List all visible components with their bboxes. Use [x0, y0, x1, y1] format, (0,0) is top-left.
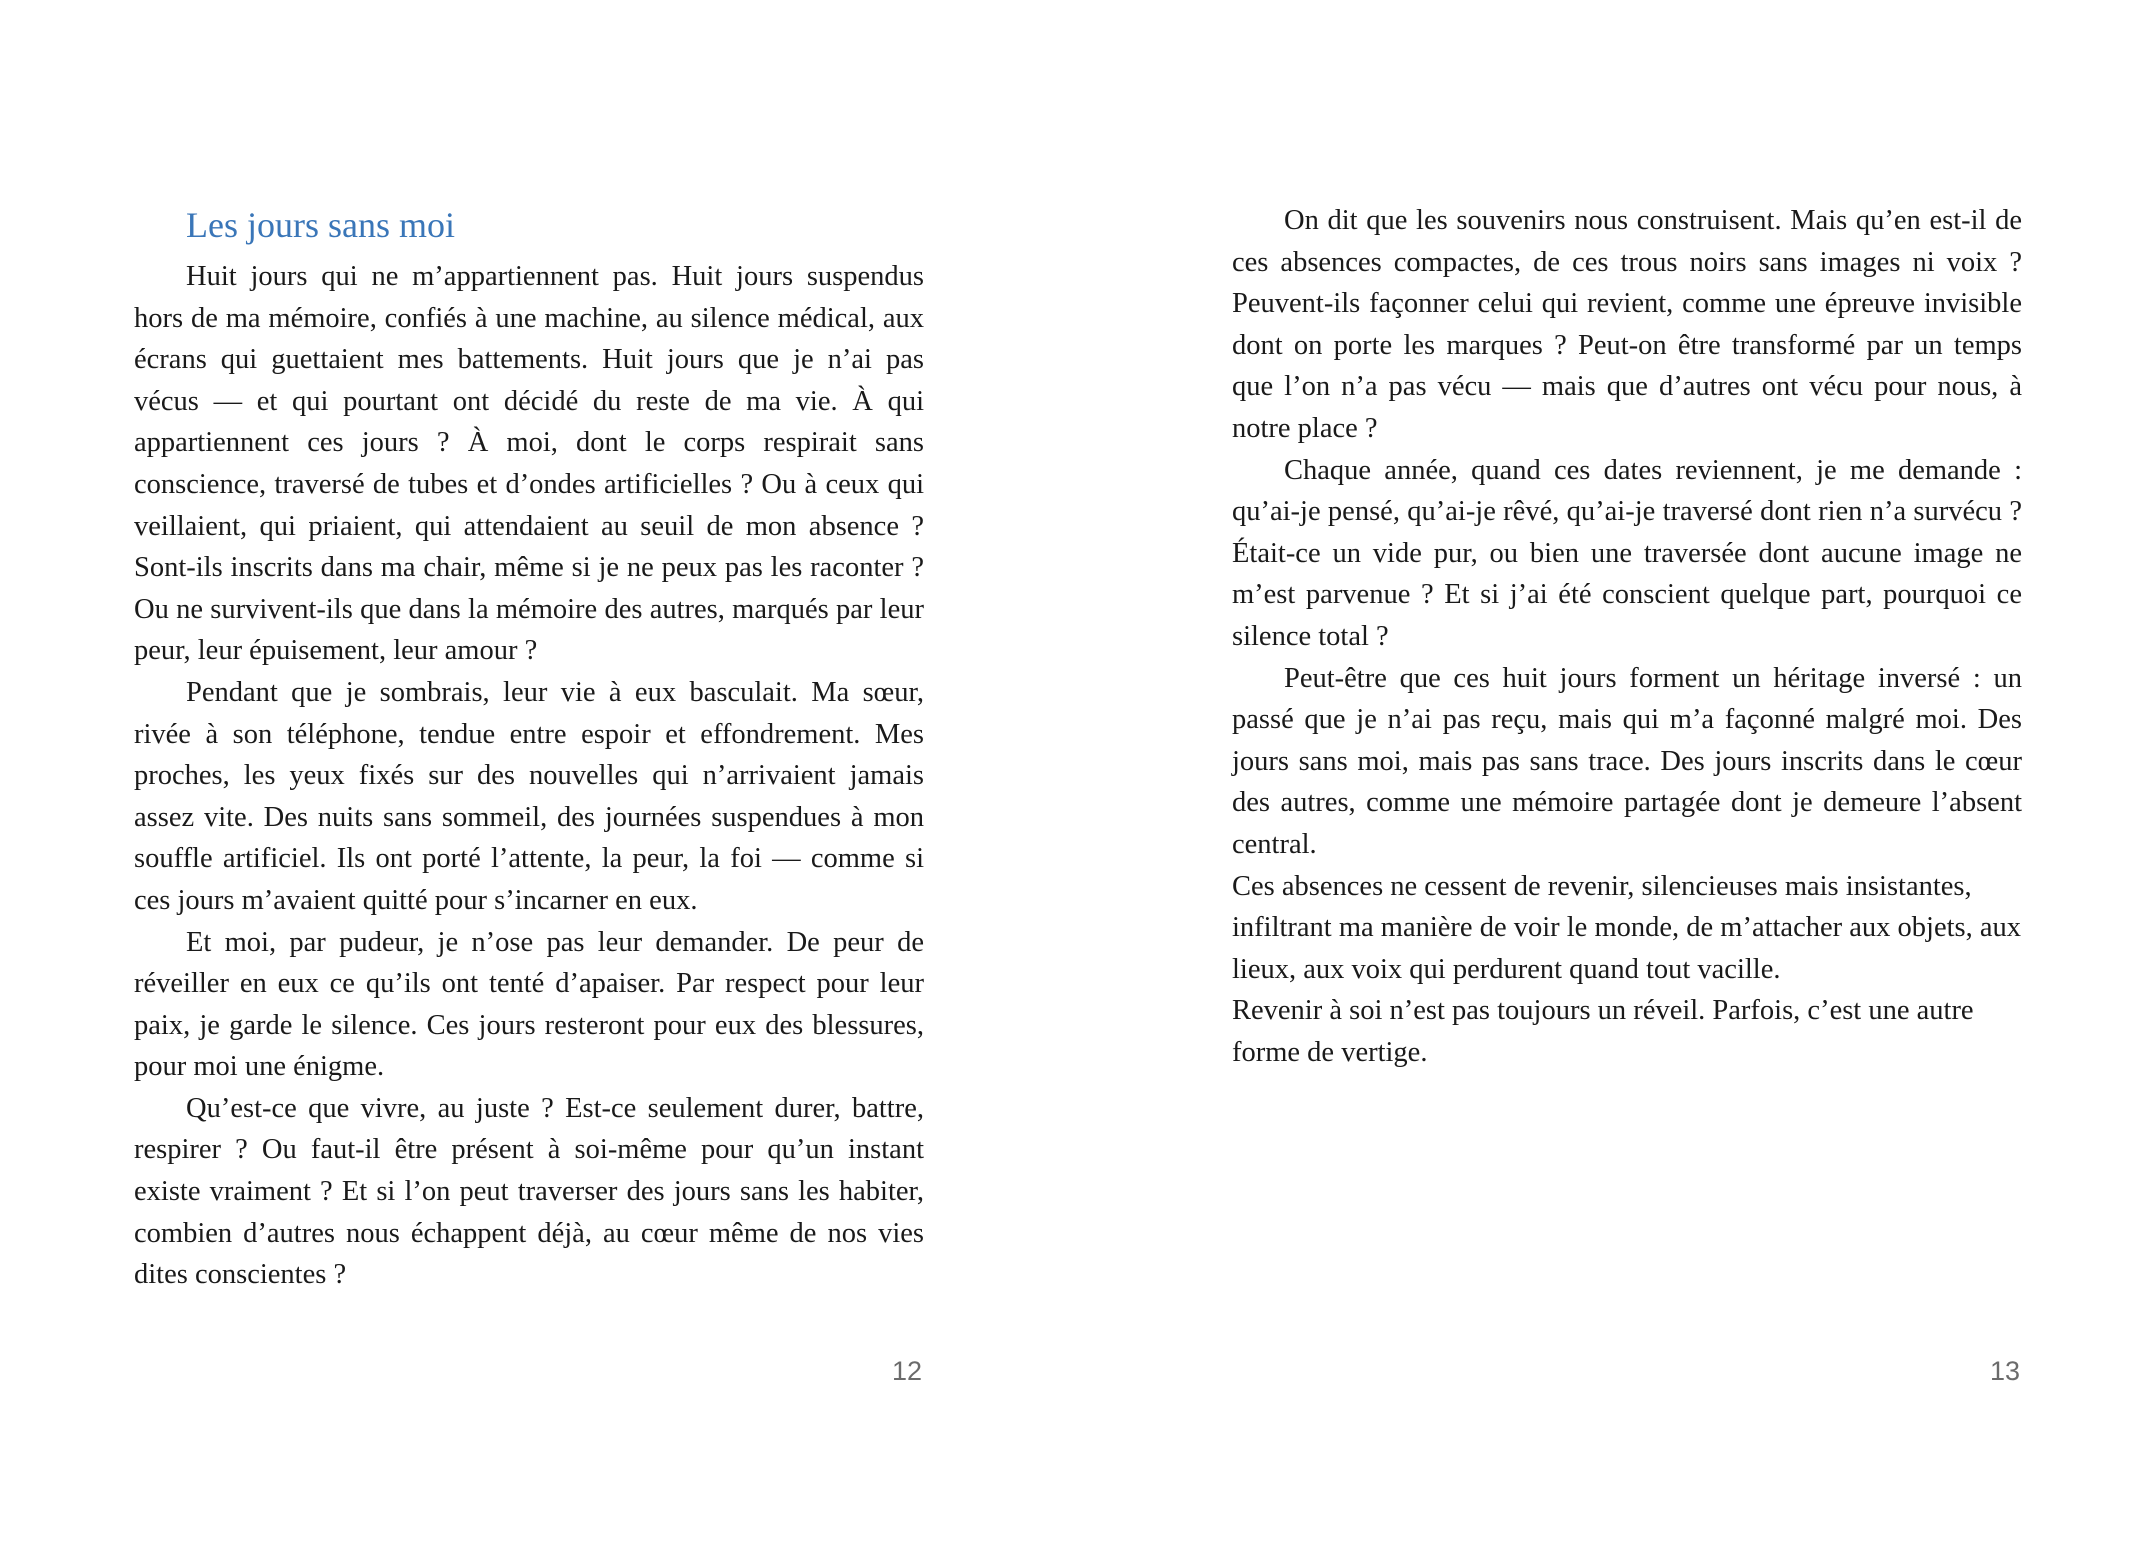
right-page — [1073, 0, 2146, 1542]
paragraph: Ces absences ne cessent de revenir, silencieuses mais insistantes, infiltrant ma manière de voir le monde, de m’attacher aux objets, aux lieux, aux voix qui perdurent quand tout vacille. — [1232, 870, 2021, 985]
paragraph: Huit jours qui ne m’appartiennent pas. Huit jours suspendus hors de ma mémoire, confiés à une machine, au silence médical, aux écrans qui guettaient mes battements. Huit jours que je n’ai pas vécus — et qui pourtant ont décidé du reste de ma vie. À qui appartiennent ces jours ? À moi, dont le corps respirait sans conscience, traversé de tubes et d’ondes artificielles ? Ou à ceux qui veillaient, qui priaient, qui attendaient au seuil de mon absence ? Sont-ils inscrits dans ma chair, même si je ne peux pas les raconter ? Ou ne survivent-ils que dans la mémoire des autres, marqués par leur peur, leur épuisement, leur amour ? — [134, 261, 924, 667]
paragraph: Pendant que je sombrais, leur vie à eux basculait. Ma sœur, rivée à son téléphone, tendue entre espoir et effondrement. Mes proches, les yeux fixés sur des nouvelles qui n’arrivaient jamais assez vite. Des nuits sans sommeil, des journées suspendues à mon souffle artificiel. Ils ont porté l’attente, la peur, la foi — comme si ces jours m’avaient quitté pour s’incarner en eux. — [134, 676, 924, 916]
paragraph: Revenir à soi n’est pas toujours un réveil. Parfois, c’est une autre forme de vertige. — [1232, 995, 1974, 1068]
paragraph: Et moi, par pudeur, je n’ose pas leur demander. De peur de réveiller en eux ce qu’ils ont tenté d’apaiser. Par respect pour leur paix, je garde le silence. Ces jours resteront pour eux des blessures, pour moi une énigme. — [134, 926, 924, 1083]
left-page-text — [134, 200, 924, 1296]
page-number: 13 — [1990, 1356, 2021, 1386]
chapter-title: Les jours sans moi — [186, 205, 455, 245]
paragraph: Peut-être que ces huit jours forment un héritage inversé : un passé que je n’ai pas reçu, mais qui m’a façonné malgré moi. Des jours sans moi, mais pas sans trace. Des jours inscrits dans le cœur des autres, comme une mémoire partagée dont je demeure l’absent central. — [1232, 662, 2022, 860]
right-page-text — [1232, 200, 2022, 1073]
page-number: 12 — [892, 1356, 923, 1386]
paragraph: Qu’est-ce que vivre, au juste ? Est-ce seulement durer, battre, respirer ? Ou faut-il être présent à soi-même pour qu’un instant existe vraiment ? Et si l’on peut traverser des jours sans les habiter, combien d’autres nous échappent déjà, au cœur même de nos vies dites conscientes ? — [134, 1092, 924, 1291]
paragraph: On dit que les souvenirs nous construisent. Mais qu’en est-il de ces absences compactes, de ces trous noirs sans images ni voix ? Peuvent-ils façonner celui qui revient, comme une épreuve invisible dont on porte les marques ? Peut-on être transformé par un temps que l’on n’a pas vécu — mais que d’autres ont vécu pour nous, à notre place ? — [1232, 205, 2022, 444]
paragraph: Chaque année, quand ces dates reviennent, je me demande : qu’ai-je pensé, qu’ai-je rêvé, qu’ai-je traversé dont rien n’a survécu ? Était-ce un vide pur, ou bien une traversée dont aucune image ne m’est parvenue ? Et si j’ai été conscient quelque part, pourquoi ce silence total ? — [1232, 454, 2022, 652]
